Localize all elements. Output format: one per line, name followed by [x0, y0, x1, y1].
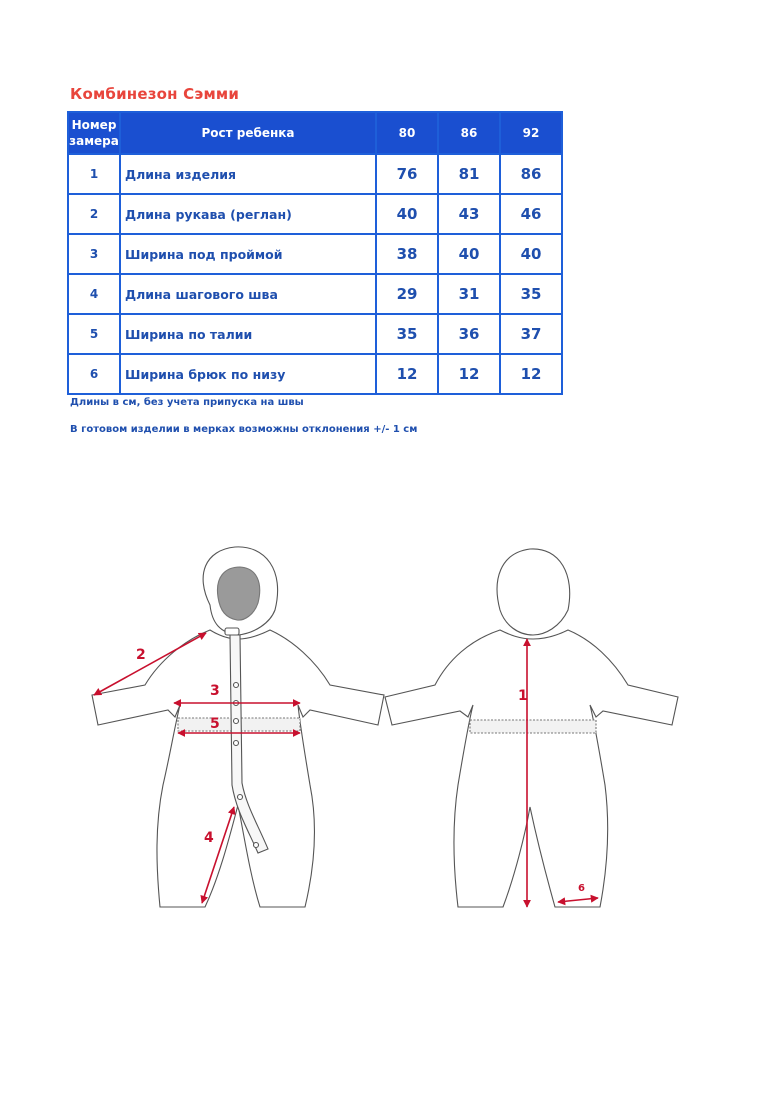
table-header-row	[68, 112, 562, 154]
snap	[238, 795, 243, 800]
row-number: 1	[68, 154, 120, 194]
row-name: Длина шагового шва	[120, 274, 376, 314]
row-number: 2	[68, 194, 120, 234]
front-hood-lining	[217, 567, 259, 620]
front-view-jumpsuit	[92, 547, 384, 907]
value-92: 12	[500, 354, 562, 394]
table-row	[68, 354, 562, 394]
header-size-92: 92	[500, 112, 562, 154]
value-92: 46	[500, 194, 562, 234]
snap	[234, 719, 239, 724]
measure-label-2: 2	[136, 647, 146, 663]
row-name: Ширина по талии	[120, 314, 376, 354]
size-table	[67, 111, 563, 395]
measure-label-1: 1	[518, 688, 528, 704]
value-86: 43	[438, 194, 500, 234]
header-size-86: 86	[438, 112, 500, 154]
row-name: Длина изделия	[120, 154, 376, 194]
snap	[254, 843, 259, 848]
value-92: 37	[500, 314, 562, 354]
value-80: 12	[376, 354, 438, 394]
measure-label-3: 3	[210, 683, 220, 699]
back-waistband	[470, 720, 596, 733]
measure-label-4: 4	[204, 830, 214, 846]
value-86: 12	[438, 354, 500, 394]
note-units: Длины в см, без учета припуска на швы	[70, 397, 304, 408]
row-name: Длина рукава (реглан)	[120, 194, 376, 234]
row-number: 6	[68, 354, 120, 394]
value-86: 36	[438, 314, 500, 354]
note-tolerance: В готовом изделии в мерках возможны отклонения +/- 1 см	[70, 424, 418, 435]
value-92: 35	[500, 274, 562, 314]
value-80: 38	[376, 234, 438, 274]
back-view-jumpsuit	[385, 549, 678, 907]
row-name: Ширина под проймой	[120, 234, 376, 274]
measurement-diagram	[60, 535, 710, 930]
value-80: 29	[376, 274, 438, 314]
page-title: Комбинезон Сэмми	[70, 85, 240, 103]
snap	[234, 741, 239, 746]
row-number: 5	[68, 314, 120, 354]
value-92: 40	[500, 234, 562, 274]
table-row	[68, 194, 562, 234]
table-row	[68, 154, 562, 194]
value-92: 86	[500, 154, 562, 194]
value-86: 31	[438, 274, 500, 314]
value-80: 76	[376, 154, 438, 194]
measure-label-6: 6	[578, 883, 585, 894]
header-measure-number: Номер замера	[68, 112, 120, 154]
snap	[234, 683, 239, 688]
row-number: 3	[68, 234, 120, 274]
measure-label-5: 5	[210, 716, 220, 732]
value-80: 35	[376, 314, 438, 354]
header-size-80: 80	[376, 112, 438, 154]
row-number: 4	[68, 274, 120, 314]
table-row	[68, 234, 562, 274]
back-body	[385, 630, 678, 907]
table-row	[68, 274, 562, 314]
collar-tab	[225, 628, 239, 635]
header-child-height: Рост ребенка	[120, 112, 376, 154]
back-hood	[497, 549, 570, 635]
value-80: 40	[376, 194, 438, 234]
row-name: Ширина брюк по низу	[120, 354, 376, 394]
value-86: 40	[438, 234, 500, 274]
table-row	[68, 314, 562, 354]
value-86: 81	[438, 154, 500, 194]
